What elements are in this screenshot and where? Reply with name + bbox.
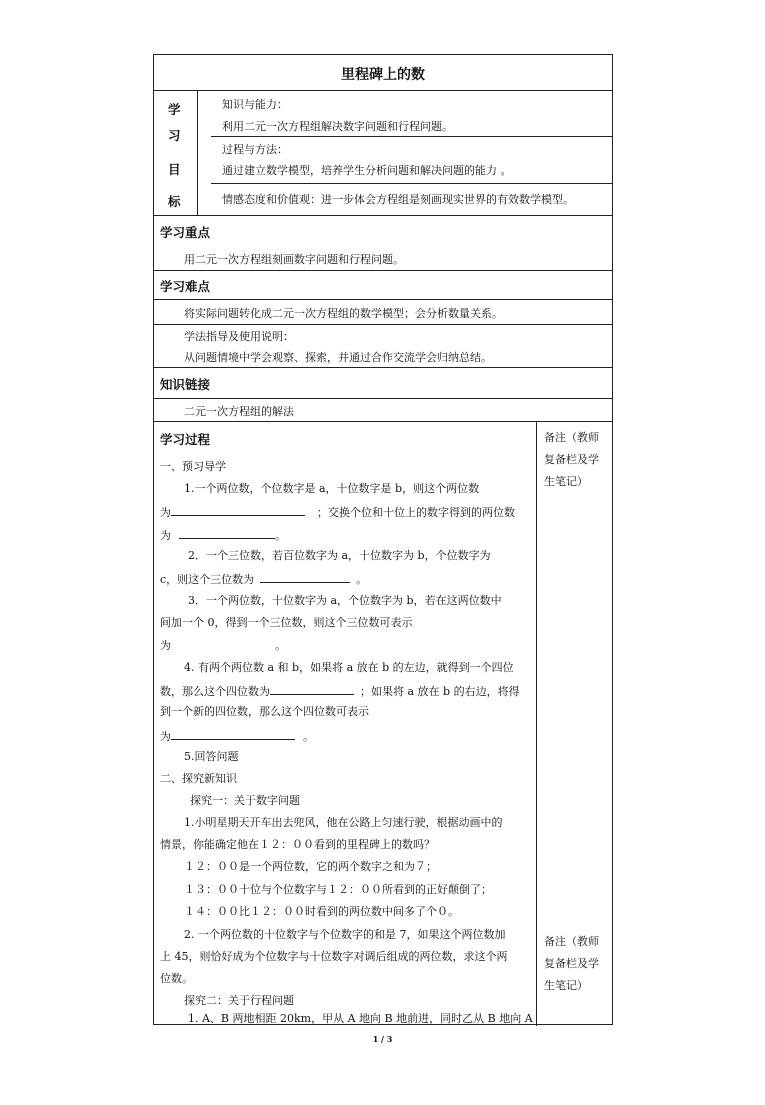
question-text: 4. 有两个两位数 a 和 b，如果将 a 放在 b 的左边，就得到一个四位: [184, 661, 514, 674]
table-rule: [536, 421, 537, 1026]
page-number: 1 / 3: [372, 1034, 393, 1044]
table-rule: [154, 367, 612, 368]
answer-blank[interactable]: [179, 527, 275, 539]
teacher-note-label: 备注（教师复备栏及学生笔记）: [544, 431, 599, 488]
link-heading: 知识链接: [160, 377, 211, 392]
table-rule: [154, 270, 612, 271]
question-text: 数，那么这个四位数为 ；如果将 a 放在 b 的右边，将得: [160, 685, 520, 698]
process-heading: 过程与方法：: [222, 143, 288, 156]
explore-subheading: 探究二：关于行程问题: [184, 994, 294, 1007]
difficulty-text: 将实际问题转化成二元一次方程组的数学模型；会分析数量关系。: [184, 307, 503, 320]
problem-text: １２：００是一个两位数，它的两个数字之和为７；: [184, 860, 437, 873]
problem-text: 上 45，则恰好成为个位数字与十位数字对调后组成的两位数，求这个两: [160, 950, 508, 963]
problem-text: 1. A、B 两地相距 20km，甲从 A 地向 B 地前进，同时乙从 B 地向 A: [188, 1012, 533, 1025]
table-rule: [154, 299, 612, 300]
answer-blank[interactable]: [270, 683, 354, 695]
table-rule: [154, 90, 612, 91]
question-text: 为 。: [160, 639, 286, 652]
attitude-text: 情感态度和价值观：进一步体会方程组是刻画现实世界的有效数学模型。: [222, 193, 574, 206]
guide-heading: 学法指导及使用说明：: [184, 330, 294, 343]
teacher-note-label: 备注（教师复备栏及学生笔记）: [544, 935, 599, 992]
problem-text: １３：００十位与个位数字与１２：００所看到的正好颠倒了；: [184, 883, 492, 896]
process-text: 通过建立数学模型，培养学生分析问题和解决问题的能力 。: [222, 164, 512, 177]
focus-heading: 学习重点: [160, 225, 211, 240]
table-rule: [197, 90, 198, 215]
explore-subheading: 探究一：关于数字问题: [190, 794, 300, 807]
question-text: 3．一个两位数，十位数字为 a，个位数字为 b，若在这两位数中: [188, 594, 502, 607]
problem-text: １４：００比１２：００时看到的两位数中间多了个０。: [184, 905, 459, 918]
answer-blank[interactable]: [260, 571, 350, 583]
explore-heading: 二、探究新知识: [160, 772, 237, 785]
problem-text: 1.小明星期天开车出去兜风，他在公路上匀速行驶，根据动画中的: [184, 816, 503, 829]
table-rule: [154, 215, 612, 216]
table-rule: [211, 183, 612, 184]
knowledge-heading: 知识与能力：: [222, 98, 288, 111]
link-text: 二元一次方程组的解法: [184, 405, 294, 418]
process-section-heading: 学习过程: [160, 432, 211, 447]
problem-text: 位数。: [160, 972, 193, 985]
question-text: 为 。: [160, 529, 286, 542]
problem-text: 2. 一个两位数的十位数字与个位数字的和是 7，如果这个两位数加: [184, 928, 506, 941]
problem-text: 情景，你能确定他在１２：００看到的里程碑上的数吗？: [160, 838, 435, 851]
answer-blank[interactable]: [171, 504, 305, 516]
table-rule: [211, 136, 612, 137]
objectives-side-label: 目: [168, 162, 181, 177]
question-text: 5.回答问题: [184, 750, 239, 763]
table-rule: [154, 324, 612, 325]
question-text: 间加一个 0，得到一个三位数，则这个三位数可表示: [160, 616, 413, 629]
question-text: 1.一个两位数，个位数字是 a，十位数字是 b，则这个两位数: [184, 482, 480, 495]
question-text: 2．一个三位数，若百位数字为 a，十位数字为 b，个位数字为: [188, 549, 491, 562]
guide-text: 从问题情境中学会观察、探索，并通过合作交流学会归纳总结。: [184, 351, 492, 364]
difficulty-heading: 学习难点: [160, 279, 211, 294]
table-rule: [154, 421, 612, 422]
objectives-side-label: 标: [168, 194, 181, 209]
page-title: 里程碑上的数: [341, 67, 425, 83]
knowledge-text: 利用二元一次方程组解决数字问题和行程问题。: [222, 120, 453, 133]
question-text: 到一个新的四位数，那么这个四位数可表示: [160, 705, 369, 718]
objectives-side-label: 习: [168, 128, 181, 143]
answer-blank[interactable]: [171, 728, 295, 740]
lesson-plan-table: [153, 54, 613, 1025]
question-text: c，则这个三位数为 。: [160, 573, 368, 586]
question-text: 为 。: [160, 730, 314, 743]
focus-text: 用二元一次方程组刻画数字问题和行程问题。: [184, 253, 404, 266]
preview-heading: 一、预习导学: [160, 460, 226, 473]
question-text: 为 ；交换个位和十位上的数字得到的两位数: [160, 506, 515, 519]
table-rule: [154, 398, 612, 399]
objectives-side-label: 学: [168, 102, 181, 117]
